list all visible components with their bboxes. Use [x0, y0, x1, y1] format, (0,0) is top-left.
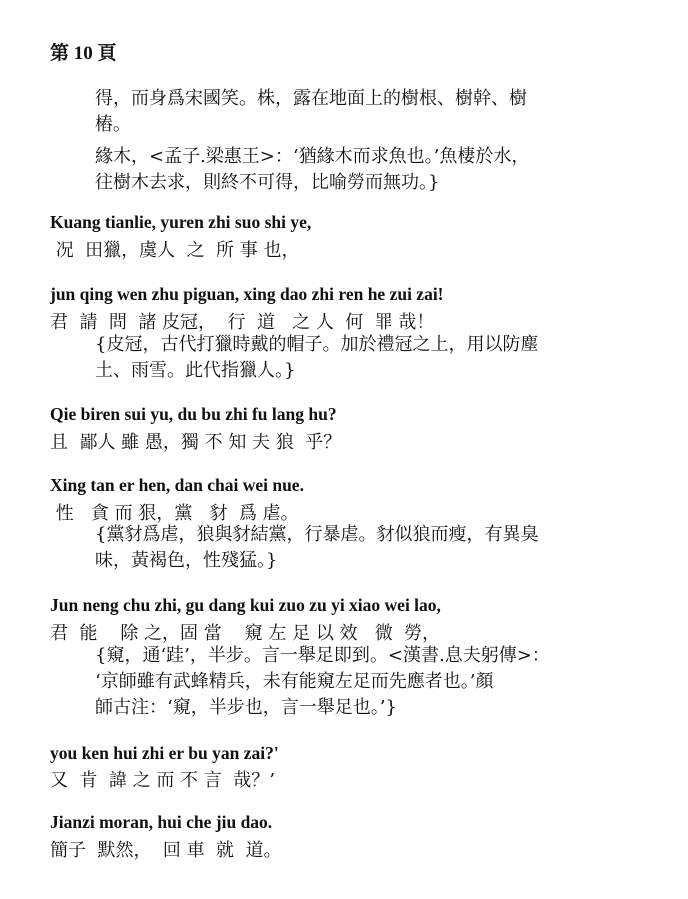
pinyin-line: Xing tan er hen, dan chai wei nue.	[50, 475, 304, 495]
chinese-line: 君 能 除 之，固 當 窺 左 足 以 效 微 勞，	[50, 623, 441, 644]
note-line: 樁。	[95, 114, 131, 135]
chinese-line: 性 貪 而 狠，黨 豺 爲 虐。	[50, 503, 299, 524]
note-line: 土、雨雪。此代指獵人。}	[95, 360, 296, 381]
pinyin-line: Qie biren sui yu, du bu zhi fu lang hu?	[50, 404, 337, 424]
page-number: 第 10 頁	[50, 43, 117, 64]
note-line: 往樹木去求，則終不可得，比喻勞而無功。}	[95, 172, 440, 193]
note-line: {皮冠，古代打獵時戴的帽子。加於禮冠之上，用以防塵	[95, 334, 539, 355]
pinyin-line: Jianzi moran, hui che jiu dao.	[50, 812, 273, 832]
chinese-line: 况 田獵，虞人 之 所 事 也，	[50, 240, 300, 261]
note-line: ‘京師雖有武蜂精兵，未有能窺左足而先應者也。’顏	[95, 671, 494, 692]
note-line: 緣木，<孟子.梁惠王>：‘猶緣木而求魚也。’魚棲於水，	[95, 146, 530, 167]
chinese-line: 君 請 問 諸 皮冠， 行 道 之 人 何 罪 哉！	[50, 312, 435, 333]
chinese-line: 且 鄙人 雖 愚，獨 不 知 夫 狼 乎？	[50, 432, 342, 453]
chinese-line: 簡子 默然， 回 車 就 道。	[50, 840, 282, 861]
note-line: 師古注：‘窺，半步也，言一舉足也。’}	[95, 697, 397, 718]
pinyin-line: jun qing wen zhu piguan, xing dao zhi ren he zui zai!	[50, 284, 444, 304]
chinese-line: 又 肯 諱 之 而 不 言 哉？’	[50, 770, 275, 791]
pinyin-line: Kuang tianlie, yuren zhi suo shi ye,	[50, 212, 312, 232]
note-line: {窺，通‘跬’，半步。言一舉足即到。<漢書.息夫躬傳>：	[95, 645, 550, 666]
note-line: 得，而身爲宋國笑。株，露在地面上的樹根、樹幹、樹	[95, 88, 527, 109]
pinyin-line: Jun neng chu zhi, gu dang kui zuo zu yi xiao wei lao,	[50, 595, 441, 615]
pinyin-line: you ken hui zhi er bu yan zai?'	[50, 743, 279, 763]
note-line: 味，黃褐色，性殘猛。}	[95, 550, 278, 571]
note-line: {黨豺爲虐，狼與豺結黨，行暴虐。豺似狼而瘦，有異臭	[95, 524, 539, 545]
